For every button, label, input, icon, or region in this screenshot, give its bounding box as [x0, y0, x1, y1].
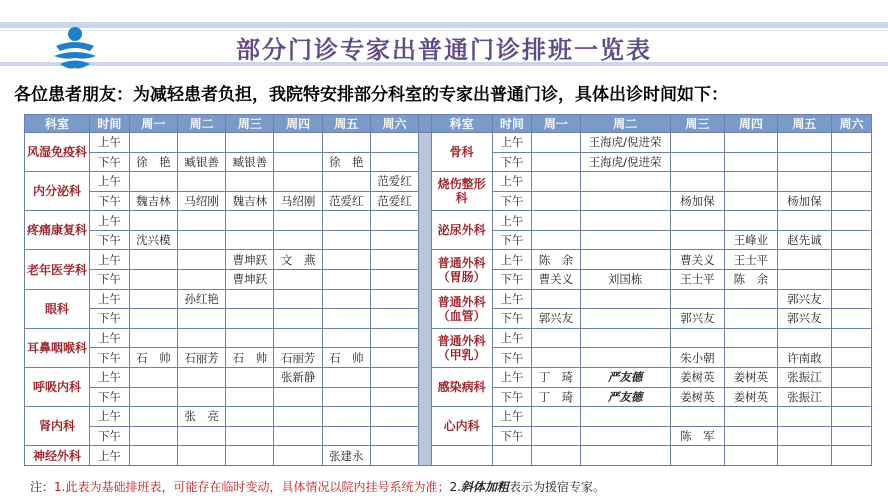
- period-cell: 上午: [89, 328, 129, 348]
- schedule-cell: [226, 309, 274, 329]
- schedule-cell: [178, 387, 226, 407]
- schedule-cell: [777, 407, 832, 427]
- period-cell: 上午: [492, 328, 532, 348]
- schedule-cell: [670, 152, 725, 172]
- col-thu: 周四: [274, 115, 322, 133]
- schedule-cell: [832, 426, 872, 446]
- page-title: 部分门诊专家出普通门诊排班一览表: [236, 35, 652, 64]
- note-item-2-text: 表示为援宿专家。: [508, 480, 605, 494]
- schedule-cell: [832, 328, 872, 348]
- schedule-cell: [129, 407, 177, 427]
- schedule-cell: [532, 289, 580, 309]
- schedule-cell: [532, 133, 580, 153]
- dept-cell: 普通外科（血管）: [431, 289, 492, 328]
- schedule-cell: 石丽芳: [178, 348, 226, 368]
- schedule-cell: [370, 309, 418, 329]
- schedule-cell: 孙红艳: [178, 289, 226, 309]
- schedule-table: [24, 114, 872, 466]
- schedule-cell: [832, 133, 872, 153]
- schedule-cell: 曹坤跃: [226, 270, 274, 290]
- empty-cell: [532, 446, 580, 466]
- schedule-cell: [532, 172, 580, 192]
- dept-cell: 骨科: [431, 133, 492, 172]
- schedule-cell: [226, 328, 274, 348]
- schedule-cell: [178, 133, 226, 153]
- col-fri: 周五: [777, 115, 832, 133]
- schedule-cell: 王士平: [725, 250, 777, 270]
- dept-cell: 感染病科: [431, 367, 492, 406]
- period-cell: 下午: [89, 348, 129, 368]
- col-mon: 周一: [532, 115, 580, 133]
- schedule-cell: 石 帅: [129, 348, 177, 368]
- page-header: [0, 0, 888, 78]
- dept-cell: 神经外科: [25, 446, 90, 466]
- dept-cell: 普通外科（甲乳）: [431, 328, 492, 367]
- schedule-cell: [532, 152, 580, 172]
- schedule-cell: 郭兴友: [670, 309, 725, 329]
- schedule-cell: [832, 191, 872, 211]
- period-cell: 下午: [492, 309, 532, 329]
- schedule-cell: 张新静: [274, 367, 322, 387]
- schedule-cell: [580, 289, 670, 309]
- schedule-cell: [777, 172, 832, 192]
- period-cell: 上午: [492, 172, 532, 192]
- schedule-cell: [832, 172, 872, 192]
- schedule-cell: [725, 211, 777, 231]
- schedule-cell: [129, 446, 177, 466]
- note-prefix: 注：: [30, 480, 55, 494]
- schedule-cell: 文 燕: [274, 250, 322, 270]
- period-cell: 下午: [492, 152, 532, 172]
- col-thu: 周四: [725, 115, 777, 133]
- schedule-cell: [670, 133, 725, 153]
- schedule-cell: 臧银善: [178, 152, 226, 172]
- schedule-cell: [370, 407, 418, 427]
- schedule-cell: [129, 270, 177, 290]
- schedule-cell: [725, 191, 777, 211]
- schedule-cell: [322, 367, 370, 387]
- schedule-cell: [832, 152, 872, 172]
- schedule-cell: [129, 211, 177, 231]
- schedule-cell: [226, 230, 274, 250]
- dept-cell: 疼痛康复科: [25, 211, 90, 250]
- empty-cell: [492, 446, 532, 466]
- schedule-cell: [322, 250, 370, 270]
- col-tue: 周二: [178, 115, 226, 133]
- schedule-cell: [832, 250, 872, 270]
- table-row: [25, 407, 872, 427]
- schedule-cell: [777, 270, 832, 290]
- period-cell: 上午: [89, 250, 129, 270]
- schedule-cell: [322, 309, 370, 329]
- schedule-cell: [832, 211, 872, 231]
- schedule-cell: [322, 387, 370, 407]
- table-row: [25, 250, 872, 270]
- period-cell: 上午: [89, 211, 129, 231]
- schedule-cell: [178, 367, 226, 387]
- schedule-cell: [274, 211, 322, 231]
- schedule-cell: 王士平: [670, 270, 725, 290]
- col-dept: 科室: [25, 115, 90, 133]
- col-time: 时间: [89, 115, 129, 133]
- dept-cell: 烧伤整形科: [431, 172, 492, 211]
- schedule-cell: [370, 270, 418, 290]
- schedule-cell: 曹坤跃: [226, 250, 274, 270]
- period-cell: 下午: [89, 426, 129, 446]
- schedule-cell: [725, 348, 777, 368]
- schedule-cell: 范爱红: [370, 191, 418, 211]
- schedule-cell: [580, 211, 670, 231]
- schedule-cell: 刘国栋: [580, 270, 670, 290]
- schedule-cell: [274, 328, 322, 348]
- schedule-cell: [532, 191, 580, 211]
- col-wed: 周三: [226, 115, 274, 133]
- table-separator: [419, 133, 432, 466]
- period-cell: 上午: [492, 211, 532, 231]
- schedule-cell: [178, 328, 226, 348]
- schedule-cell: 曹关义: [532, 270, 580, 290]
- schedule-cell: 陈 余: [725, 270, 777, 290]
- schedule-cell: [832, 348, 872, 368]
- schedule-cell: [226, 172, 274, 192]
- period-cell: 下午: [492, 230, 532, 250]
- schedule-cell: [532, 328, 580, 348]
- schedule-cell: [226, 426, 274, 446]
- schedule-cell: [580, 348, 670, 368]
- schedule-cell: [832, 289, 872, 309]
- schedule-cell: [532, 407, 580, 427]
- schedule-cell: 魏吉林: [129, 191, 177, 211]
- schedule-cell: 丁 琦: [532, 387, 580, 407]
- schedule-cell: [274, 446, 322, 466]
- schedule-cell: [370, 289, 418, 309]
- col-time: 时间: [492, 115, 532, 133]
- schedule-cell: [670, 230, 725, 250]
- period-cell: 下午: [89, 309, 129, 329]
- schedule-cell: 朱小朝: [670, 348, 725, 368]
- schedule-cell: [580, 172, 670, 192]
- table-header-row: [25, 115, 872, 133]
- period-cell: 上午: [89, 172, 129, 192]
- schedule-cell: 马绍刚: [178, 191, 226, 211]
- schedule-cell: [670, 328, 725, 348]
- schedule-cell: 马绍刚: [274, 191, 322, 211]
- visiting-expert-cell: 严友德: [580, 387, 670, 407]
- schedule-cell: 杨加保: [670, 191, 725, 211]
- schedule-cell: 王海虎/倪进荣: [580, 152, 670, 172]
- table-row: [25, 446, 872, 466]
- schedule-cell: [777, 152, 832, 172]
- schedule-cell: 张振江: [777, 387, 832, 407]
- schedule-cell: [370, 328, 418, 348]
- schedule-cell: 姜树英: [670, 367, 725, 387]
- schedule-cell: [777, 328, 832, 348]
- schedule-cell: [670, 407, 725, 427]
- schedule-cell: [322, 289, 370, 309]
- schedule-cell: [226, 133, 274, 153]
- schedule-cell: [725, 309, 777, 329]
- schedule-cell: [274, 426, 322, 446]
- schedule-cell: [178, 446, 226, 466]
- schedule-cell: [322, 211, 370, 231]
- schedule-cell: [725, 172, 777, 192]
- footnote: [30, 478, 605, 495]
- schedule-cell: [670, 211, 725, 231]
- schedule-cell: [580, 230, 670, 250]
- schedule-cell: 臧银善: [226, 152, 274, 172]
- schedule-cell: [274, 309, 322, 329]
- schedule-cell: [178, 309, 226, 329]
- schedule-cell: 范爱红: [370, 172, 418, 192]
- schedule-cell: [129, 309, 177, 329]
- col-fri: 周五: [322, 115, 370, 133]
- col-tue: 周二: [580, 115, 670, 133]
- table-row: [25, 172, 872, 192]
- schedule-cell: 张建永: [322, 446, 370, 466]
- schedule-cell: [274, 289, 322, 309]
- schedule-cell: [832, 230, 872, 250]
- schedule-cell: [777, 250, 832, 270]
- schedule-cell: 陈 余: [532, 250, 580, 270]
- period-cell: 下午: [492, 387, 532, 407]
- schedule-cell: [226, 211, 274, 231]
- schedule-cell: [725, 407, 777, 427]
- table-row: [25, 367, 872, 387]
- schedule-cell: [832, 270, 872, 290]
- schedule-cell: [370, 348, 418, 368]
- schedule-cell: [274, 407, 322, 427]
- period-cell: 上午: [492, 133, 532, 153]
- schedule-cell: [370, 446, 418, 466]
- table-separator: [419, 115, 432, 133]
- schedule-cell: [178, 270, 226, 290]
- schedule-cell: [322, 426, 370, 446]
- schedule-cell: [370, 367, 418, 387]
- schedule-cell: [777, 133, 832, 153]
- schedule-cell: 郭兴友: [777, 309, 832, 329]
- schedule-cell: 姜树英: [725, 387, 777, 407]
- schedule-cell: [777, 211, 832, 231]
- period-cell: 下午: [89, 387, 129, 407]
- schedule-cell: [832, 309, 872, 329]
- schedule-cell: [129, 172, 177, 192]
- schedule-cell: [725, 426, 777, 446]
- schedule-cell: 张 亮: [178, 407, 226, 427]
- schedule-cell: [370, 250, 418, 270]
- schedule-cell: [580, 328, 670, 348]
- period-cell: 下午: [492, 191, 532, 211]
- schedule-cell: [532, 230, 580, 250]
- schedule-cell: [532, 211, 580, 231]
- schedule-cell: [832, 387, 872, 407]
- empty-cell: [777, 446, 832, 466]
- schedule-cell: [226, 446, 274, 466]
- schedule-cell: [532, 426, 580, 446]
- schedule-cell: [670, 172, 725, 192]
- note-item-1: 1.此表为基础排班表，可能存在临时变动，具体情况以院内挂号系统为准；: [54, 480, 450, 494]
- schedule-cell: [725, 328, 777, 348]
- schedule-cell: [322, 133, 370, 153]
- table-row: [25, 289, 872, 309]
- period-cell: 下午: [492, 348, 532, 368]
- dept-cell: 呼吸内科: [25, 367, 90, 406]
- schedule-cell: 王海虎/倪进荣: [580, 133, 670, 153]
- schedule-cell: [129, 289, 177, 309]
- schedule-cell: [670, 289, 725, 309]
- schedule-cell: [322, 407, 370, 427]
- schedule-cell: [322, 230, 370, 250]
- dept-cell: 耳鼻咽喉科: [25, 328, 90, 367]
- schedule-cell: [274, 387, 322, 407]
- schedule-cell: [226, 407, 274, 427]
- note-item-2-emphasis: 斜体加粗: [460, 480, 509, 494]
- table-row: [25, 133, 872, 153]
- schedule-cell: [226, 289, 274, 309]
- schedule-cell: 徐 艳: [322, 152, 370, 172]
- schedule-cell: [832, 367, 872, 387]
- intro-text: 各位患者朋友：为减轻患者负担，我院特安排部分科室的专家出普通门诊，具体出诊时间如下：: [14, 85, 728, 105]
- empty-cell: [431, 446, 492, 466]
- table-row: [25, 328, 872, 348]
- col-wed: 周三: [670, 115, 725, 133]
- schedule-cell: 张振江: [777, 367, 832, 387]
- empty-cell: [725, 446, 777, 466]
- schedule-cell: [274, 270, 322, 290]
- schedule-cell: [322, 172, 370, 192]
- schedule-cell: [274, 133, 322, 153]
- dept-cell: 肾内科: [25, 407, 90, 446]
- schedule-cell: [129, 426, 177, 446]
- schedule-cell: [370, 133, 418, 153]
- dept-cell: 普通外科（胃肠）: [431, 250, 492, 289]
- schedule-cell: [580, 426, 670, 446]
- dept-cell: 心内科: [431, 407, 492, 446]
- schedule-cell: [226, 367, 274, 387]
- schedule-cell: [725, 152, 777, 172]
- schedule-cell: [274, 152, 322, 172]
- col-mon: 周一: [129, 115, 177, 133]
- schedule-cell: 姜树英: [670, 387, 725, 407]
- note-item-2-number: 2.: [449, 480, 461, 494]
- schedule-cell: 王峰业: [725, 230, 777, 250]
- schedule-cell: 许南敢: [777, 348, 832, 368]
- schedule-cell: [370, 211, 418, 231]
- schedule-cell: 沈兴模: [129, 230, 177, 250]
- schedule-cell: 丁 琦: [532, 367, 580, 387]
- dept-cell: 泌尿外科: [431, 211, 492, 250]
- table-row: [25, 211, 872, 231]
- period-cell: 上午: [89, 133, 129, 153]
- period-cell: 上午: [492, 367, 532, 387]
- period-cell: 上午: [89, 289, 129, 309]
- period-cell: 下午: [492, 270, 532, 290]
- schedule-cell: [370, 387, 418, 407]
- schedule-cell: [370, 230, 418, 250]
- header-band-top: [0, 22, 888, 28]
- schedule-cell: 郭兴友: [777, 289, 832, 309]
- schedule-cell: [129, 250, 177, 270]
- period-cell: 上午: [89, 367, 129, 387]
- period-cell: 下午: [492, 426, 532, 446]
- col-sat: 周六: [832, 115, 872, 133]
- period-cell: 上午: [492, 407, 532, 427]
- schedule-cell: 范爱红: [322, 191, 370, 211]
- schedule-cell: 赵先诚: [777, 230, 832, 250]
- schedule-cell: [370, 426, 418, 446]
- schedule-cell: [129, 367, 177, 387]
- schedule-cell: [129, 328, 177, 348]
- dept-cell: 内分泌科: [25, 172, 90, 211]
- dept-cell: 老年医学科: [25, 250, 90, 289]
- schedule-cell: 姜树英: [725, 367, 777, 387]
- period-cell: 下午: [89, 152, 129, 172]
- visiting-expert-cell: 严友德: [580, 367, 670, 387]
- schedule-cell: [777, 426, 832, 446]
- schedule-cell: 石丽芳: [274, 348, 322, 368]
- schedule-cell: [129, 387, 177, 407]
- schedule-cell: [580, 309, 670, 329]
- schedule-cell: [725, 289, 777, 309]
- schedule-cell: 郭兴友: [532, 309, 580, 329]
- schedule-cell: [370, 152, 418, 172]
- empty-cell: [670, 446, 725, 466]
- dept-cell: 风湿免疫科: [25, 133, 90, 172]
- schedule-cell: [322, 270, 370, 290]
- schedule-cell: [580, 407, 670, 427]
- schedule-cell: 石 帅: [226, 348, 274, 368]
- schedule-cell: [274, 172, 322, 192]
- schedule-cell: 石 帅: [322, 348, 370, 368]
- col-sat: 周六: [370, 115, 418, 133]
- schedule-cell: 杨加保: [777, 191, 832, 211]
- schedule-cell: 曹关义: [670, 250, 725, 270]
- schedule-cell: [580, 250, 670, 270]
- empty-cell: [580, 446, 670, 466]
- schedule-cell: [226, 387, 274, 407]
- schedule-cell: [274, 230, 322, 250]
- schedule-cell: [178, 172, 226, 192]
- period-cell: 上午: [492, 250, 532, 270]
- schedule-cell: [580, 191, 670, 211]
- period-cell: 下午: [89, 270, 129, 290]
- dept-cell: 眼科: [25, 289, 90, 328]
- col-dept: 科室: [431, 115, 492, 133]
- period-cell: 上午: [89, 407, 129, 427]
- schedule-cell: [725, 133, 777, 153]
- schedule-cell: [178, 250, 226, 270]
- schedule-cell: [532, 348, 580, 368]
- schedule-cell: 陈 军: [670, 426, 725, 446]
- schedule-cell: 魏吉林: [226, 191, 274, 211]
- schedule-cell: 徐 艳: [129, 152, 177, 172]
- empty-cell: [832, 446, 872, 466]
- schedule-cell: [832, 407, 872, 427]
- period-cell: 下午: [89, 191, 129, 211]
- period-cell: 上午: [492, 289, 532, 309]
- schedule-cell: [178, 211, 226, 231]
- schedule-cell: [322, 328, 370, 348]
- schedule-cell: [129, 133, 177, 153]
- schedule-cell: [178, 230, 226, 250]
- period-cell: 上午: [89, 446, 129, 466]
- period-cell: 下午: [89, 230, 129, 250]
- schedule-cell: [178, 426, 226, 446]
